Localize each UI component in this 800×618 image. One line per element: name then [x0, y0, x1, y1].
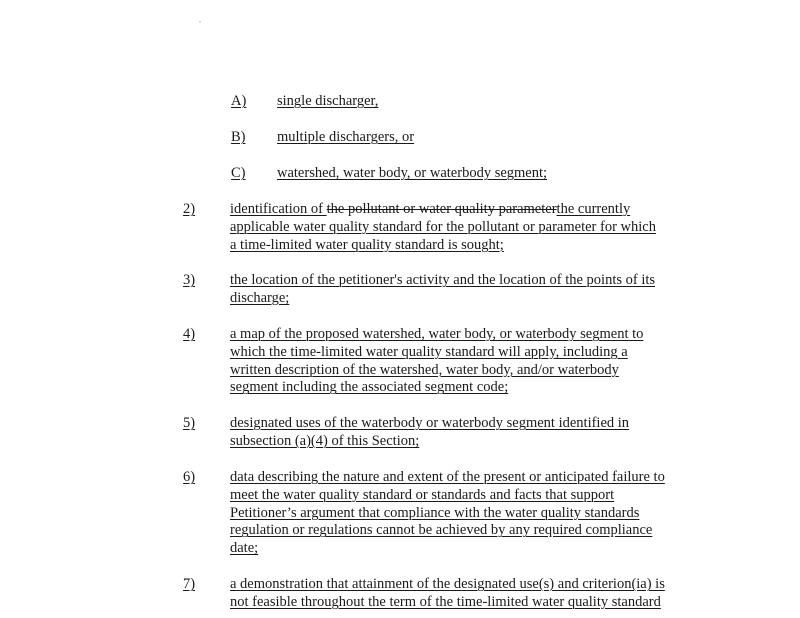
text-line — [230, 415, 710, 433]
list-item-body — [230, 272, 710, 308]
list-item-number: 4) — [183, 326, 196, 342]
inserted-text: discharge; — [230, 289, 290, 306]
text-line — [230, 487, 710, 505]
text-line — [230, 379, 710, 397]
text-line — [230, 505, 710, 523]
list-item-number: 6) — [183, 469, 196, 485]
inserted-text: subsection (a)(4) of this Section; — [230, 432, 420, 449]
inserted-text: written description of the watershed, water body, and/or waterbody — [230, 361, 619, 378]
inserted-text: date; — [230, 540, 259, 557]
text-line — [230, 433, 710, 451]
list-item-body — [230, 469, 710, 558]
text-line — [230, 344, 710, 362]
inserted-text: a time-limited water quality standard is sought; — [230, 236, 504, 253]
inserted-text: which the time-limited water quality standard will apply, including a — [230, 343, 628, 360]
text-line — [230, 237, 710, 255]
inserted-text: segment including the associated segment code; — [230, 379, 509, 396]
list-item-number: 5) — [183, 415, 196, 431]
inserted-text: identification of — [230, 201, 327, 217]
inserted-text: the location of the petitioner's activity and the location of the points of its — [230, 272, 656, 288]
inserted-text: meet the water quality standard or standards and facts that support — [230, 486, 615, 503]
deleted-text: the pollutant or water quality parameter — [326, 201, 557, 217]
inserted-text: Petitioner’s argument that compliance with the water quality standards — [230, 504, 640, 521]
sub-item-text: multiple dischargers, or — [277, 129, 415, 145]
list-item-number: 7) — [183, 576, 196, 592]
text-line — [230, 219, 710, 237]
inserted-text: the currently — [556, 201, 631, 217]
list-item-body — [230, 576, 710, 612]
list-item-body — [230, 326, 710, 397]
list-item-number: 2) — [183, 201, 196, 217]
list-item-number: 3) — [183, 272, 196, 288]
inserted-text: not feasible throughout the term of the time-limited water quality standard — [230, 593, 661, 610]
text-line — [230, 201, 710, 219]
text-line — [230, 469, 710, 487]
sub-item-text: single discharger, — [277, 93, 379, 109]
list-item-body — [230, 201, 710, 254]
inserted-text: a demonstration that attainment of the designated use(s) and criterion(ia) is — [230, 576, 665, 592]
sub-item-label: A) — [231, 93, 247, 109]
inserted-text: applicable water quality standard for the pollutant or parameter for which — [230, 218, 656, 235]
text-line — [230, 594, 710, 612]
text-line — [230, 522, 710, 540]
sub-item-text: watershed, water body, or waterbody segment; — [277, 165, 548, 181]
text-line — [230, 272, 710, 290]
text-line — [230, 326, 710, 344]
text-line — [230, 576, 710, 594]
sub-item-label: C) — [231, 165, 246, 181]
text-line — [230, 362, 710, 380]
scan-speck — [199, 21, 201, 23]
inserted-text: a map of the proposed watershed, water body, or waterbody segment to — [230, 326, 644, 342]
text-line — [230, 290, 710, 308]
sub-item-label: B) — [231, 129, 246, 145]
inserted-text: regulation or regulations cannot be achieved by any required compliance — [230, 522, 653, 539]
text-line — [230, 540, 710, 558]
list-item-body — [230, 415, 710, 451]
inserted-text: data describing the nature and extent of the present or anticipated failure to — [230, 469, 665, 485]
inserted-text: designated uses of the waterbody or waterbody segment identified in — [230, 415, 630, 431]
